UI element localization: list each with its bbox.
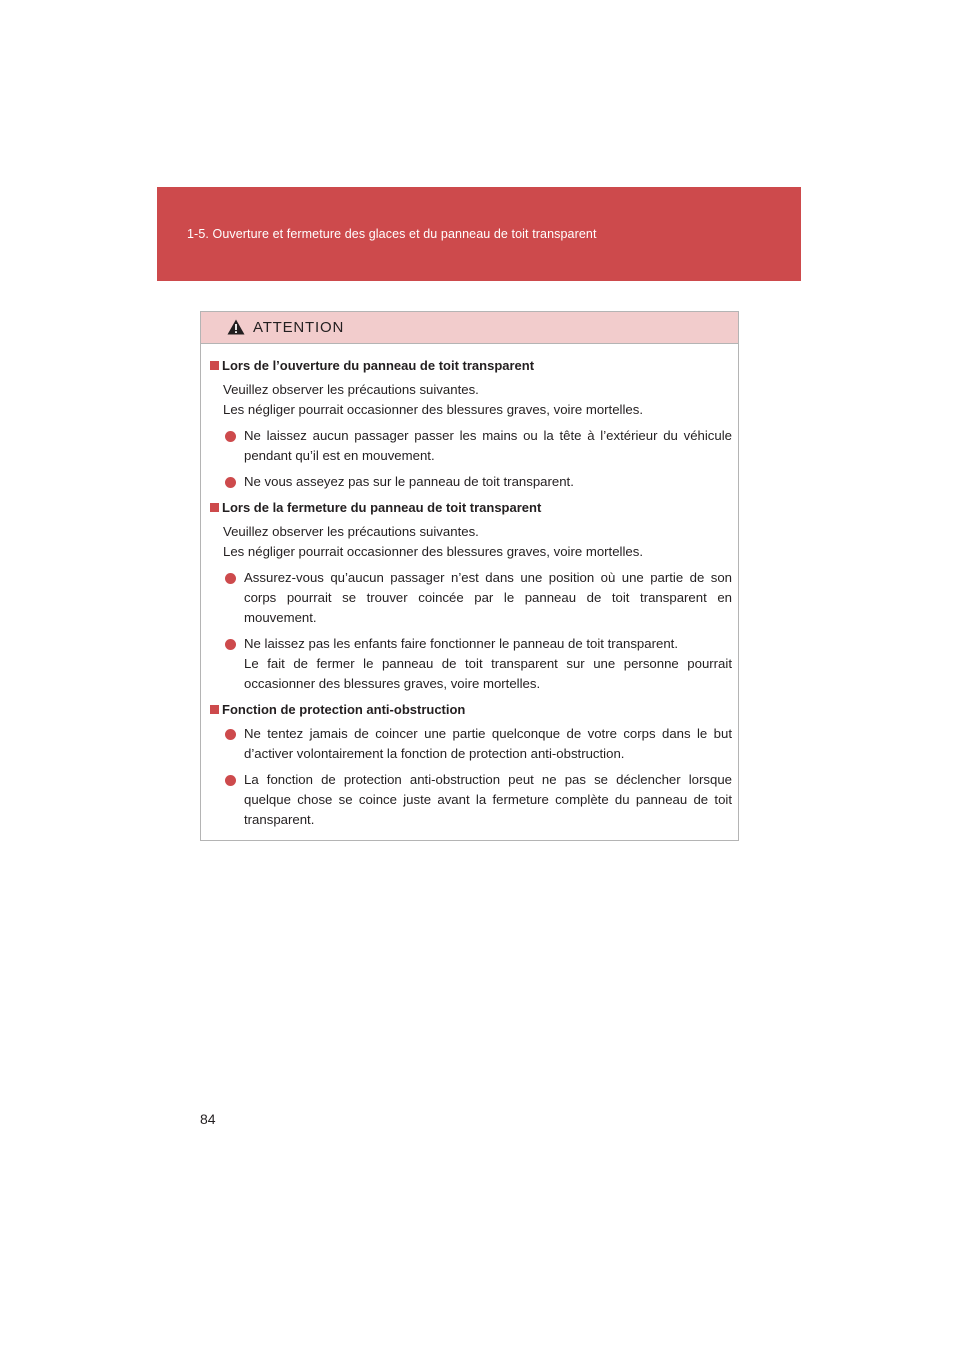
warning-body: [201, 344, 738, 830]
list-item: Ne tentez jamais de coincer une partie quelconque de votre corps dans le but d’activer volontairement la fonction de protection anti-obstruction.: [210, 724, 732, 764]
square-bullet-icon: [210, 503, 219, 512]
section-title: 1-5. Ouverture et fermeture des glaces et du panneau de toit transparent: [187, 227, 597, 241]
warning-header: [201, 312, 738, 344]
circle-bullet-icon: [225, 639, 236, 650]
section-intro: Veuillez observer les précautions suivantes. Les négliger pourrait occasionner des blessures graves, voire mortelles.: [223, 382, 644, 417]
list-item: Ne vous asseyez pas sur le panneau de toit transparent.: [210, 472, 732, 492]
warning-triangle-icon: [227, 319, 245, 335]
list-item: Ne laissez pas les enfants faire fonctionner le panneau de toit transparent. Le fait de fermer le panneau de toit transparent sur une personne pourrait occasionner des blessures graves, voire mortelles.: [210, 634, 732, 694]
square-bullet-icon: [210, 705, 219, 714]
circle-bullet-icon: [225, 477, 236, 488]
section-intro: Veuillez observer les précautions suivantes. Les négliger pourrait occasionner des blessures graves, voire mortelles.: [223, 524, 644, 559]
circle-bullet-icon: [225, 431, 236, 442]
section-heading: Fonction de protection anti-obstruction: [210, 700, 732, 720]
list-item: Ne laissez aucun passager passer les mains ou la tête à l’extérieur du véhicule pendant qu’il est en mouvement.: [210, 426, 732, 466]
list-item: La fonction de protection anti-obstruction peut ne pas se déclencher lorsque quelque chose se coince juste avant la fermeture complète du panneau de toit transparent.: [210, 770, 732, 830]
warning-box: [200, 311, 739, 841]
list-item: Assurez-vous qu’aucun passager n’est dans une position où une partie de son corps pourrait se trouver coincée par le panneau de toit transparent en mouvement.: [210, 568, 732, 628]
page-number: 84: [200, 1111, 216, 1127]
circle-bullet-icon: [225, 729, 236, 740]
warning-title: ATTENTION: [253, 319, 345, 336]
circle-bullet-icon: [225, 573, 236, 584]
circle-bullet-icon: [225, 775, 236, 786]
section-heading: Lors de la fermeture du panneau de toit transparent: [210, 498, 732, 518]
square-bullet-icon: [210, 361, 219, 370]
section-header-band: [157, 187, 801, 281]
section-heading: Lors de l’ouverture du panneau de toit transparent: [210, 356, 732, 376]
